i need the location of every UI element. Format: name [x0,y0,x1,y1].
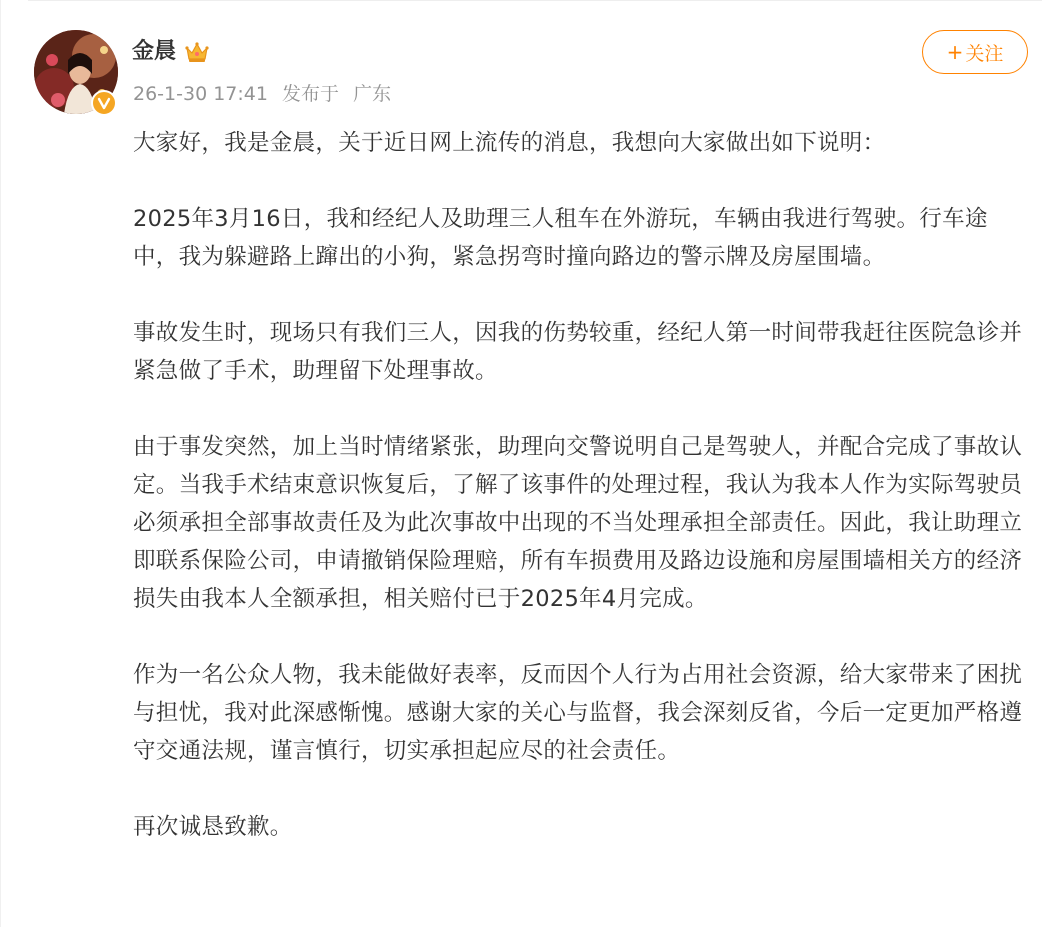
author-avatar-container[interactable] [34,30,118,114]
post-paragraph: 2025年3月16日，我和经纪人及助理三人租车在外游玩，车辆由我进行驾驶。行车途中，我为躲避路上蹿出的小狗，紧急拐弯时撞向路边的警示牌及房屋围墙。 [133,206,988,270]
post-meta [133,80,391,108]
left-border [0,0,1,927]
post-paragraph: 由于事发突然，加上当时情绪紧张，助理向交警说明自己是驾驶人，并配合完成了事故认定。当我手术结束意识恢复后，了解了该事件的处理过程，我认为我本人作为实际驾驶员必须承担全部事故责任及为此次事故中出现的不当处理承担全部责任。因此，我让助理立即联系保险公司，申请撤销保险理赔，所有车损费用及路边设施和房屋围墙相关方的经济损失由我本人全额承担，相关赔付已于2025年4月完成。 [133,434,1023,612]
verified-v-icon [91,90,117,116]
post-paragraph: 事故发生时，现场只有我们三人，因我的伤势较重，经纪人第一时间带我赶往医院急诊并紧急做了手术，助理留下处理事故。 [133,320,1023,384]
post-timestamp[interactable]: 26-1-30 17:41 [133,83,268,105]
post-paragraph: 大家好，我是金晨，关于近日网上流传的消息，我想向大家做出如下说明： [133,130,886,156]
post-content [133,124,1033,846]
post-paragraph: 作为一名公众人物，我未能做好表率，反而因个人行为占用社会资源，给大家带来了困扰与担忧，我对此深感惭愧。感谢大家的关心与监督，我会深刻反省，今后一定更加严格遵守交通法规，谨言慎行，切实承担起应尽的社会责任。 [133,662,1023,764]
author-name-row [132,36,210,68]
crown-icon[interactable] [184,40,210,64]
post-location: 广东 [353,83,392,105]
follow-button-label: 关注 [965,42,1004,65]
plus-icon: + [946,40,964,64]
top-divider [28,0,1042,1]
post-paragraph: 再次诚恳致歉。 [133,814,293,840]
post-source-label: 发布于 [282,83,340,105]
author-name[interactable]: 金晨 [132,39,177,64]
follow-button[interactable] [922,30,1028,74]
